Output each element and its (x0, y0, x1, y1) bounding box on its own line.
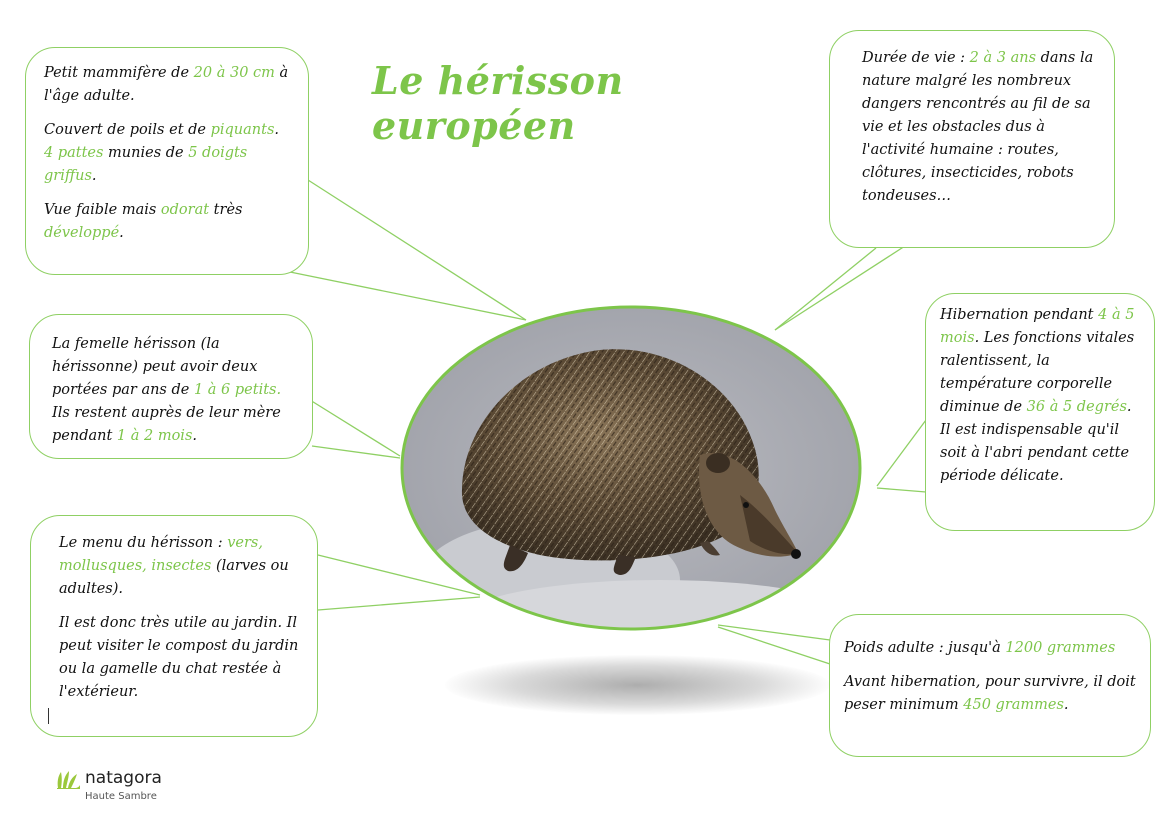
menu-text: Le menu du hérisson : vers, mollusques, insectes (larves ou adultes). (59, 535, 289, 597)
hedgehog-photo (400, 305, 863, 631)
logo-name: natagora (85, 768, 162, 788)
garden-text: Il est donc très utile au jardin. Il peut visiter le compost du jardin ou la gamelle du chat restée à l'extérieur. (59, 615, 299, 700)
hibernation-bubble (925, 293, 1155, 531)
photo-shadow (445, 655, 830, 715)
diet-bubble (30, 515, 318, 737)
senses-text: Vue faible mais odorat très développé. (44, 202, 243, 241)
logo-subtitle: Haute Sambre (85, 791, 157, 802)
natagora-logo (55, 768, 162, 802)
body-text: Couvert de poils et de piquants. 4 pattes munies de 5 doigts griffus. (44, 122, 280, 184)
text-cursor (48, 708, 49, 724)
description-bubble (25, 47, 309, 275)
reproduction-bubble (29, 314, 313, 459)
lifespan-text: Durée de vie : 2 à 3 ans dans la nature malgré les nombreux dangers rencontrés au fil de sa vie et les obstacles dus à l'activité humaine : routes, clôtures, insecticides, robots tondeuses… (862, 50, 1094, 204)
min-weight-text: Avant hibernation, pour survivre, il doit peser minimum 450 grammes. (844, 674, 1136, 713)
leaf-hand-icon (55, 770, 81, 790)
size-text: Petit mammifère de 20 à 30 cm à l'âge adulte. (44, 65, 289, 104)
weight-bubble (829, 614, 1151, 757)
reproduction-text: La femelle hérisson (la hérissonne) peut avoir deux portées par ans de 1 à 6 petits. Ils restent auprès de leur mère pendant 1 à 2 mois. (52, 336, 282, 444)
page-title: Le hérisson européen (372, 58, 624, 148)
lifespan-bubble (829, 30, 1115, 248)
adult-weight-text: Poids adulte : jusqu'à 1200 grammes (844, 640, 1116, 656)
hibernation-text: Hibernation pendant 4 à 5 mois. Les fonctions vitales ralentissent, la température corporelle diminue de 36 à 5 degrés. Il est indispensable qu'il soit à l'abri pendant cette période délicate. (940, 307, 1135, 484)
